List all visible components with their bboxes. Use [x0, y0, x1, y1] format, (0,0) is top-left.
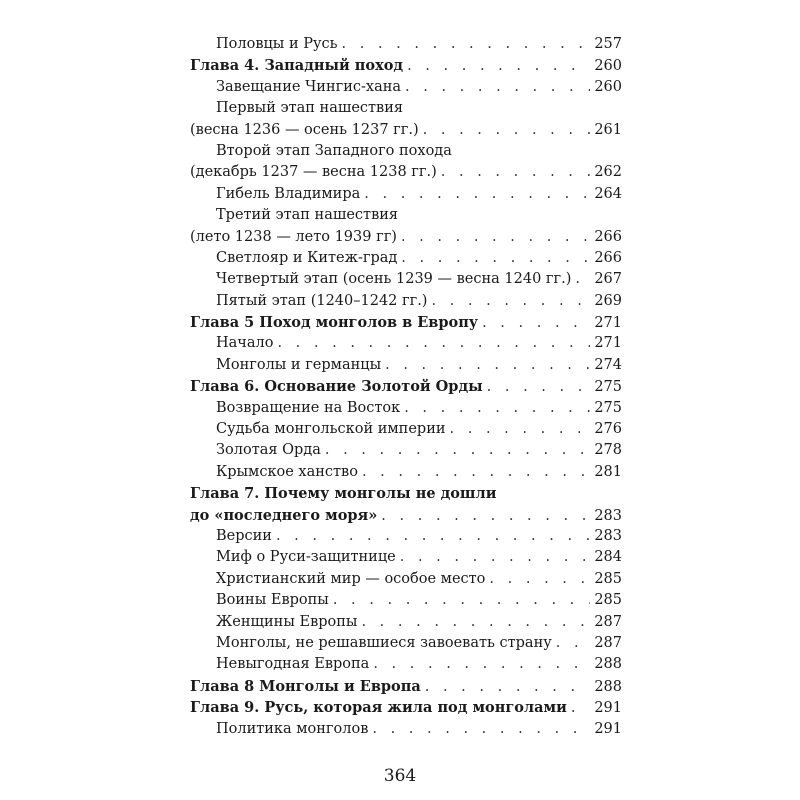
table-of-contents — [190, 34, 622, 740]
toc-entry-page: 283 — [594, 527, 622, 544]
dot-leader — [381, 506, 590, 526]
dot-leader — [450, 419, 591, 440]
toc-entry-page: 269 — [594, 292, 622, 309]
dot-leader — [400, 547, 591, 568]
toc-entry-page: 262 — [594, 164, 622, 181]
toc-chapter-entry — [190, 505, 622, 526]
dot-leader — [425, 677, 591, 697]
toc-chapter-entry — [190, 376, 622, 397]
toc-section-entry — [190, 462, 622, 483]
toc-entry-title: Версии — [216, 527, 272, 544]
toc-entry-page: 271 — [594, 315, 622, 332]
toc-section-entry — [190, 612, 622, 633]
toc-entry-title: Политика монголов — [216, 720, 369, 737]
toc-entry-page: 275 — [594, 379, 622, 396]
toc-chapter-entry — [190, 55, 622, 76]
toc-entry-title: Монголы, не решавшиеся завоевать страну — [216, 634, 552, 651]
toc-section-entry — [190, 590, 622, 611]
dot-leader — [325, 440, 590, 461]
toc-entry-page: 288 — [594, 678, 622, 695]
toc-entry-title: до «последнего моря» — [190, 506, 378, 524]
dot-leader — [385, 355, 590, 376]
toc-section-entry — [190, 120, 622, 141]
dot-leader — [487, 377, 591, 397]
toc-entry-title: Глава 8 Монголы и Европа — [190, 677, 421, 695]
toc-section-entry — [190, 569, 622, 590]
toc-chapter-entry — [190, 312, 622, 333]
toc-entry-title: Женщины Европы — [216, 613, 358, 630]
dot-leader — [361, 612, 590, 633]
dot-leader — [575, 269, 590, 290]
dot-leader — [401, 248, 590, 269]
dot-leader — [372, 719, 590, 740]
toc-section-entry — [190, 440, 622, 461]
toc-entry-page: 284 — [594, 549, 622, 566]
toc-entry-title: (лето 1238 — лето 1939 гг) — [190, 228, 397, 245]
toc-entry-title: Невыгодная Европа — [216, 656, 370, 673]
dot-leader — [364, 184, 590, 205]
toc-entry-page: 271 — [594, 335, 622, 352]
toc-entry-title: Глава 4. Западный поход — [190, 57, 404, 75]
toc-entry-page: 267 — [594, 271, 622, 288]
toc-entry-page: 274 — [594, 356, 622, 373]
toc-entry-page: 285 — [594, 570, 622, 587]
dot-leader — [489, 569, 590, 590]
toc-chapter-entry — [190, 483, 622, 504]
toc-chapter-entry — [190, 676, 622, 697]
dot-leader — [401, 227, 590, 248]
toc-section-entry — [190, 547, 622, 568]
toc-entry-title: Половцы и Русь — [216, 36, 338, 52]
toc-entry-page: 287 — [594, 634, 622, 651]
toc-entry-page: 264 — [594, 185, 622, 202]
toc-section-entry — [190, 184, 622, 205]
toc-section-entry — [190, 719, 622, 740]
toc-entry-title: Крымское ханство — [216, 463, 358, 480]
toc-entry-page: 283 — [594, 507, 622, 524]
toc-entry-title: Глава 7. Почему монголы не дошли — [190, 485, 497, 503]
toc-entry-title: Третий этап нашествия — [216, 207, 399, 224]
toc-entry-title: Христианский мир — особое место — [216, 570, 486, 587]
toc-section-entry — [190, 654, 622, 675]
toc-entry-title: Глава 6. Основание Золотой Орды — [190, 378, 483, 396]
dot-leader — [373, 654, 590, 675]
toc-section-entry — [190, 355, 622, 376]
toc-section-entry — [190, 398, 622, 419]
dot-leader — [333, 590, 590, 611]
toc-entry-page: 276 — [594, 421, 622, 438]
toc-section-entry — [190, 98, 622, 119]
toc-entry-title: Пятый этап (1240–1242 гг.) — [216, 292, 428, 309]
toc-entry-title: Первый этап нашествия — [216, 100, 404, 117]
toc-chapter-entry — [190, 697, 622, 718]
toc-section-entry — [190, 633, 622, 654]
toc-entry-title: Судьба монгольской империи — [216, 421, 446, 438]
toc-section-entry — [190, 141, 622, 162]
toc-entry-title: Монголы и германцы — [216, 356, 382, 373]
dot-leader — [441, 162, 591, 183]
toc-entry-page: 261 — [594, 121, 622, 138]
toc-section-entry — [190, 526, 622, 547]
toc-entry-title: (весна 1236 — осень 1237 гг.) — [190, 121, 419, 138]
toc-entry-page: 287 — [594, 613, 622, 630]
dot-leader — [342, 34, 591, 55]
dot-leader — [482, 313, 590, 333]
toc-entry-title: Воины Европы — [216, 592, 329, 609]
dot-leader — [276, 526, 590, 547]
toc-entry-title: Возвращение на Восток — [216, 399, 401, 416]
toc-section-entry — [190, 77, 622, 98]
toc-section-entry — [190, 162, 622, 183]
dot-leader — [362, 462, 590, 483]
toc-section-entry — [190, 227, 622, 248]
toc-section-entry — [190, 34, 622, 55]
toc-entry-title: Начало — [216, 335, 274, 352]
toc-section-entry — [190, 291, 622, 312]
toc-entry-page: 260 — [594, 58, 622, 75]
toc-entry-title: Четвертый этап (осень 1239 — весна 1240 гг.) — [216, 271, 572, 288]
toc-entry-title: Золотая Орда — [216, 442, 321, 459]
toc-entry-title: Второй этап Западного похода — [216, 142, 452, 159]
toc-entry-page: 291 — [594, 700, 622, 717]
toc-section-entry — [190, 205, 622, 226]
toc-entry-title: Глава 9. Русь, которая жила под монголами — [190, 699, 567, 717]
dot-leader — [407, 56, 590, 76]
dot-leader — [404, 398, 590, 419]
toc-entry-page: 285 — [594, 592, 622, 609]
toc-section-entry — [190, 419, 622, 440]
toc-entry-page: 278 — [594, 442, 622, 459]
dot-leader — [277, 333, 590, 354]
toc-entry-page: 291 — [594, 720, 622, 737]
toc-entry-title: (декабрь 1237 — весна 1238 гг.) — [190, 164, 437, 181]
toc-entry-page: 260 — [594, 78, 622, 95]
toc-section-entry — [190, 248, 622, 269]
toc-entry-page: 266 — [594, 249, 622, 266]
dot-leader — [556, 633, 591, 654]
toc-entry-page: 266 — [594, 228, 622, 245]
dot-leader — [423, 120, 591, 141]
toc-entry-title: Гибель Владимира — [216, 185, 361, 202]
toc-entry-title: Светлояр и Китеж-град — [216, 249, 398, 266]
toc-entry-page: 257 — [594, 36, 622, 52]
toc-section-entry — [190, 269, 622, 290]
page-number: 364 — [383, 766, 417, 786]
toc-entry-page: 281 — [594, 463, 622, 480]
dot-leader — [431, 291, 590, 312]
toc-entry-page: 288 — [594, 656, 622, 673]
dot-leader — [571, 698, 590, 718]
toc-section-entry — [190, 333, 622, 354]
dot-leader — [405, 77, 590, 98]
toc-entry-title: Завещание Чингис-хана — [216, 78, 402, 95]
toc-entry-title: Глава 5 Поход монголов в Европу — [190, 314, 479, 332]
toc-entry-title: Миф о Руси-защитнице — [216, 549, 396, 566]
toc-entry-page: 275 — [594, 399, 622, 416]
